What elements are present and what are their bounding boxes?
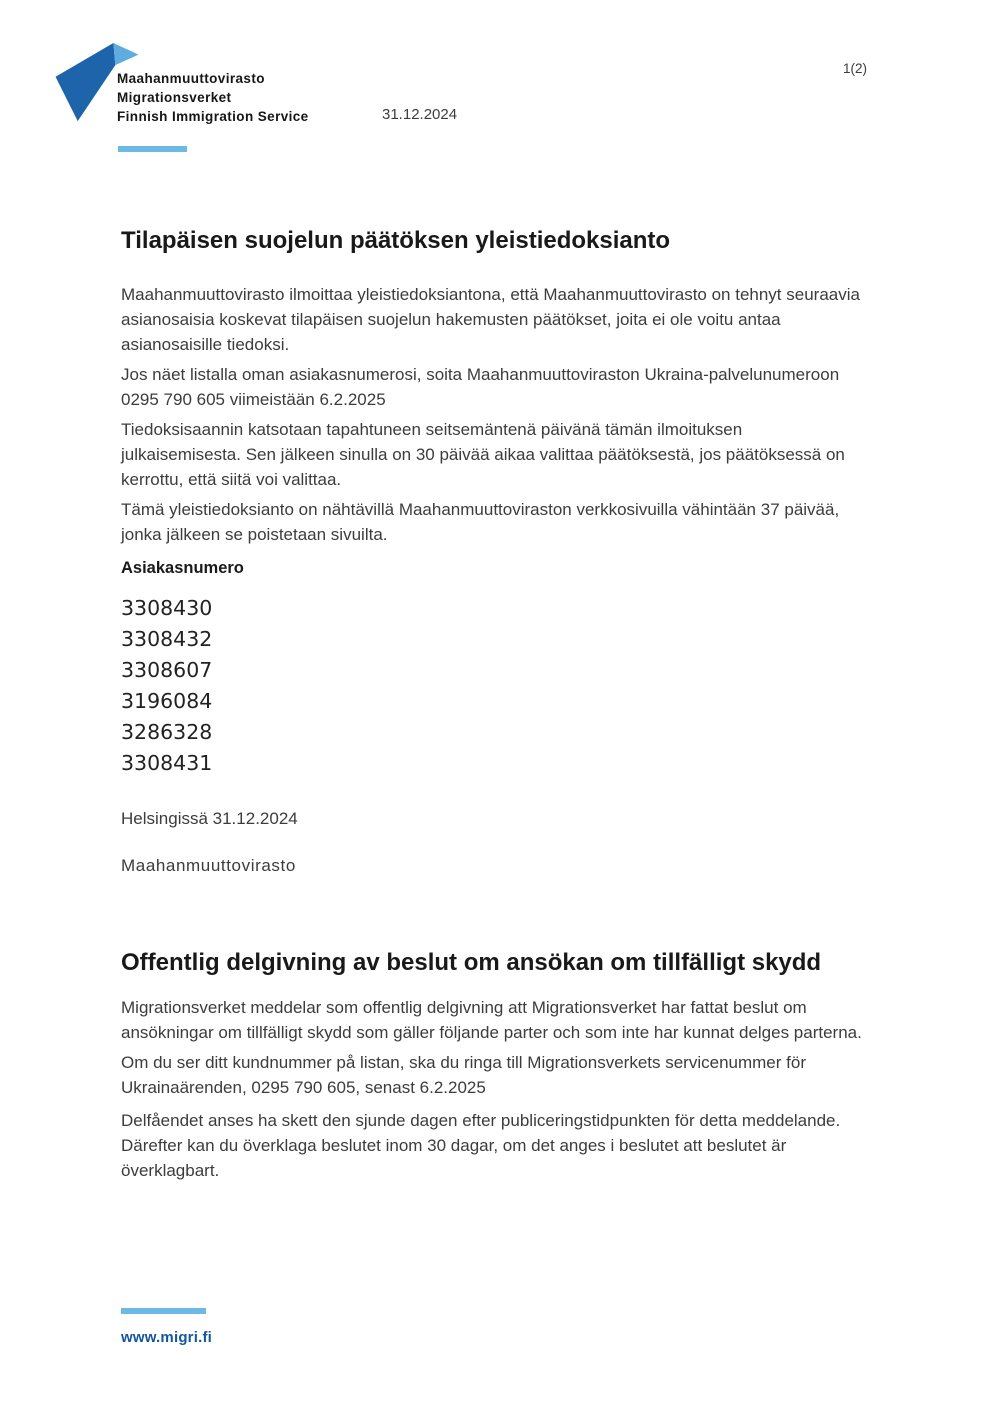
customer-number-list	[121, 593, 863, 779]
website-link[interactable]: www.migri.fi	[121, 1329, 213, 1346]
place-and-date: Helsingissä 31.12.2024	[121, 809, 298, 828]
customer-number: 3308432	[121, 627, 213, 651]
finnish-paragraph: Jos näet listalla oman asiakasnumerosi, soita Maahanmuuttoviraston Ukraina-palvelunumeroon 0295 790 605 viimeistään 6.2.2025	[121, 365, 840, 409]
swedish-section-title: Offentlig delgivning av beslut om ansökan om tillfälligt skydd	[121, 949, 822, 976]
customer-number: 3308431	[121, 751, 213, 775]
finnish-section-title: Tilapäisen suojelun päätöksen yleistiedoksianto	[121, 227, 671, 254]
page-number: 1(2)	[843, 61, 868, 76]
finnish-paragraph: Tiedoksisaannin katsotaan tapahtuneen seitsemäntenä päivänä tämän ilmoituksen julkaisemisesta. Sen jälkeen sinulla on 30 päivää aikaa valittaa päätöksestä, jos päätöksessä on kerrottu, että siitä voi valittaa.	[121, 420, 845, 489]
issuing-authority: Maahanmuuttovirasto	[121, 856, 296, 875]
finnish-paragraph: Tämä yleistiedoksianto on nähtävillä Maahanmuuttoviraston verkkosivuilla vähintään 37 päivää, jonka jälkeen se poistetaan sivuilta.	[121, 500, 840, 544]
org-name-en: Finnish Immigration Service	[117, 109, 309, 124]
org-name-fi: Maahanmuuttovirasto	[117, 71, 265, 86]
customer-number: 3308607	[121, 658, 213, 682]
swedish-paragraph: Om du ser ditt kundnummer på listan, ska du ringa till Migrationsverkets servicenummer för Ukrainaärenden, 0295 790 605, senast 6.2.2025	[121, 1053, 806, 1097]
finnish-paragraph: Maahanmuuttovirasto ilmoittaa yleistiedoksiantona, että Maahanmuuttovirasto on tehnyt seuraavia asianosaisia koskevat tilapäisen suojelun hakemusten päätökset, joita ei ole voitu antaa asianosaisille tiedoksi.	[121, 285, 860, 354]
document-body	[121, 0, 863, 1183]
customer-number: 3196084	[121, 689, 213, 713]
document-date: 31.12.2024	[382, 106, 458, 123]
logo-dark-triangle	[56, 43, 116, 121]
customer-number-list-heading: Asiakasnumero	[121, 559, 244, 577]
swedish-paragraph: Migrationsverket meddelar som offentlig delgivning att Migrationsverket har fattat beslut om ansökningar om tillfälligt skydd som gäller följande parter och som inte har kunnat delges parterna.	[121, 998, 862, 1042]
swedish-paragraph: Delfåendet anses ha skett den sjunde dagen efter publiceringstidpunkten för detta meddelande. Därefter kan du överklaga beslutet inom 30 dagar, om det anges i beslutet att beslutet är överklagbart.	[121, 1111, 841, 1180]
customer-number: 3308430	[121, 596, 213, 620]
org-name-sv: Migrationsverket	[117, 90, 232, 105]
customer-number: 3286328	[121, 720, 213, 744]
footer-brand-bar	[121, 1308, 206, 1314]
